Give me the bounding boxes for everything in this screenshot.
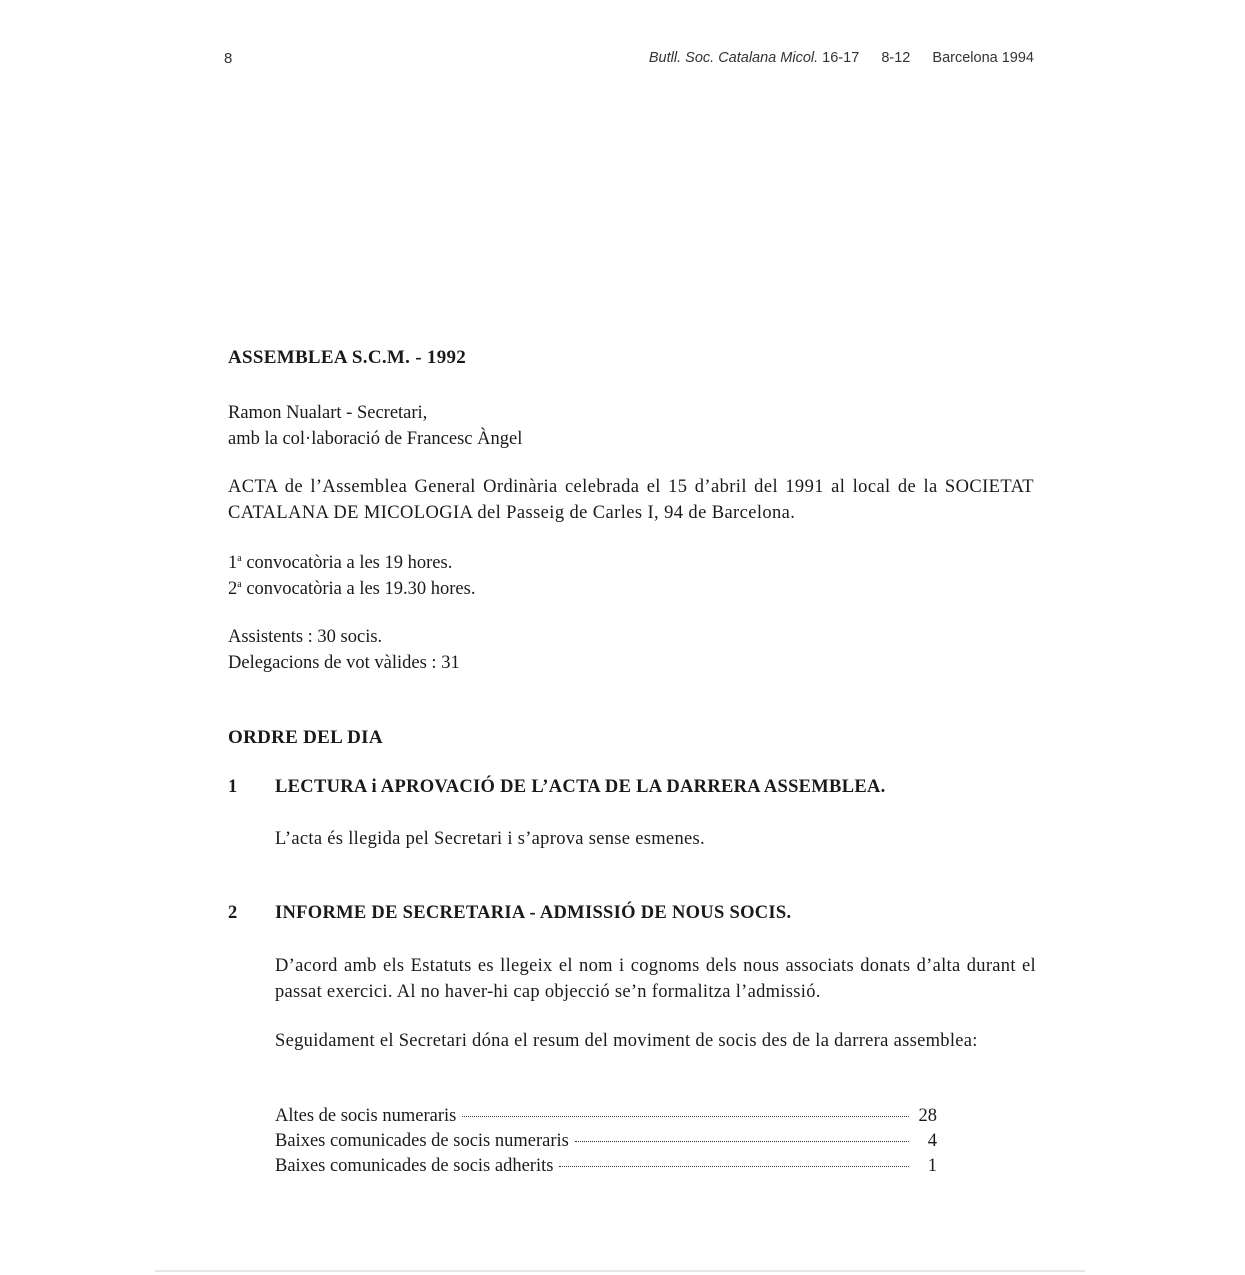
journal-place-year: Barcelona 1994	[932, 50, 1034, 66]
stat-label: Baixes comunicades de socis adherits	[275, 1156, 554, 1176]
stat-label: Altes de socis numeraris	[275, 1106, 457, 1126]
stat-row	[275, 1154, 937, 1179]
journal-pages: 8-12	[881, 50, 911, 66]
stat-value: 1	[927, 1156, 937, 1176]
item-paragraph: D’acord amb els Estatuts es llegeix el nom i cognoms dels nous associats donats d’alta durant el passat exercici. Al no haver-hi cap objecció se’n formalitza l’admissió.	[275, 956, 1036, 1002]
scan-edge-line	[155, 1270, 1085, 1272]
stat-value: 28	[918, 1106, 937, 1126]
stat-label: Baixes comunicades de socis numeraris	[275, 1131, 569, 1151]
item-heading: INFORME DE SECRETARIA - ADMISSIÓ DE NOUS SOCIS.	[275, 903, 792, 923]
stat-row	[275, 1104, 937, 1129]
stat-value: 4	[927, 1131, 937, 1151]
convocatories-block	[228, 550, 475, 602]
dot-leader	[462, 1116, 909, 1117]
author-line: Ramon Nualart - Secretari,	[228, 403, 428, 423]
item-paragraph: Seguidament el Secretari dóna el resum del moviment de socis des de la darrera assemblea:	[275, 1031, 978, 1051]
stat-row	[275, 1129, 937, 1154]
page-number: 8	[224, 50, 233, 67]
item-number: 2	[228, 903, 238, 923]
dot-leader	[575, 1141, 909, 1142]
authors-block	[228, 400, 522, 452]
ordre-del-dia-heading: ORDRE DEL DIA	[228, 727, 383, 748]
document-title: ASSEMBLEA S.C.M. - 1992	[228, 347, 467, 368]
author-line: amb la col·laboració de Francesc Àngel	[228, 429, 523, 449]
dot-leader	[559, 1166, 909, 1167]
convocatoria-line: 2$^a$ convocatòria a les 19.30 hores.	[228, 579, 476, 599]
convocatoria-line: 1$^a$ convocatòria a les 19 hores.	[228, 553, 453, 573]
delegacions-line: Delegacions de vot vàlides : 31	[228, 653, 460, 673]
item-number: 1	[228, 777, 238, 797]
member-stats-list	[275, 1104, 937, 1179]
assistents-line: Assistents : 30 socis.	[228, 627, 383, 647]
acta-paragraph: ACTA de l’Assemblea General Ordinària celebrada el 15 d’abril del 1991 al local de la SOCIETAT CATALANA DE MICOLOGIA del Passeig de Carles I, 94 de Barcelona.	[228, 477, 1034, 523]
item-heading: LECTURA i APROVACIÓ DE L’ACTA DE LA DARRERA ASSEMBLEA.	[275, 777, 886, 797]
item-paragraph: L’acta és llegida pel Secretari i s’aprova sense esmenes.	[275, 829, 705, 849]
journal-name: Butll. Soc. Catalana Micol.	[648, 50, 819, 66]
journal-volume: 16-17	[822, 50, 860, 66]
attendance-block	[228, 624, 460, 676]
running-header	[649, 50, 1034, 66]
